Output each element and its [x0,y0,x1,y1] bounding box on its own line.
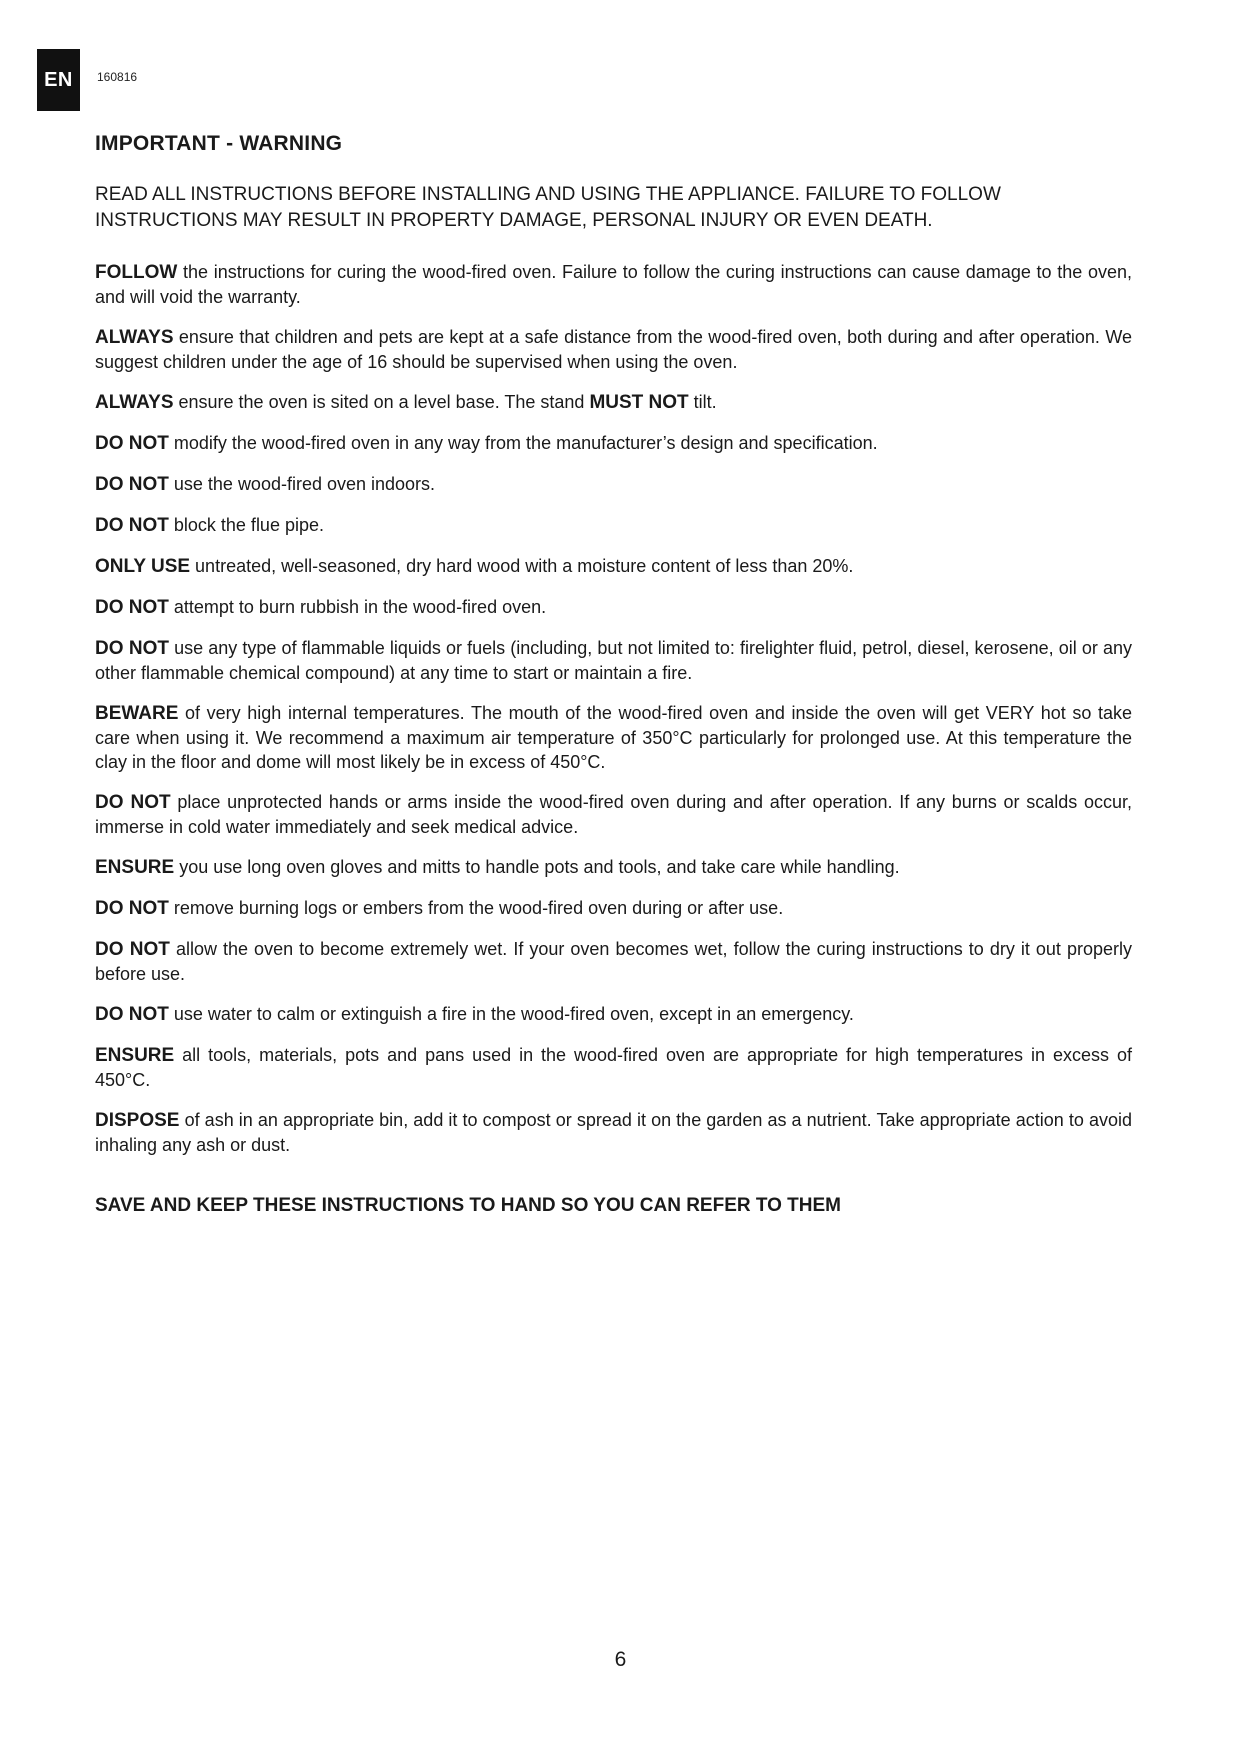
rule-text: untreated, well-seasoned, dry hard wood with a moisture content of less than 20%. [190,556,854,576]
rule-item [95,431,1132,456]
page-number: 6 [614,1648,627,1671]
rule-keyword: DISPOSE [95,1110,180,1131]
rule-keyword: DO NOT [95,433,169,454]
rule-text: block the flue pipe. [168,515,324,535]
rule-item [95,636,1132,685]
rule-item [95,896,1132,921]
rule-item [95,595,1132,620]
rule-keyword: DO NOT [95,597,169,618]
rule-keyword: ONLY USE [95,556,191,577]
rule-item [95,855,1132,880]
rule-item [95,701,1132,774]
rule-keyword-inline: MUST NOT [589,392,689,413]
rule-item [95,325,1132,374]
rule-text-tail: tilt. [688,392,717,412]
rule-text: use the wood-fired oven indoors. [168,474,436,494]
rule-text: you use long oven gloves and mitts to handle pots and tools, and take care while handling. [174,857,900,877]
rule-item [95,937,1132,986]
document-code: 160816 [97,70,138,84]
rule-text: modify the wood-fired oven in any way from the manufacturer’s design and specification. [168,433,878,453]
rule-item [95,472,1132,497]
rule-item [95,1108,1132,1157]
rule-text: attempt to burn rubbish in the wood-fired oven. [168,597,547,617]
rule-item [95,790,1132,839]
section-title: IMPORTANT - WARNING [95,132,343,155]
rule-keyword: ALWAYS [95,327,174,348]
rule-text: remove burning logs or embers from the wood-fired oven during or after use. [168,898,784,918]
intro-paragraph: READ ALL INSTRUCTIONS BEFORE INSTALLING AND USING THE APPLIANCE. FAILURE TO FOLLOW INSTRUCTIONS MAY RESULT IN PROPERTY DAMAGE, PERSONAL INJURY OR EVEN DEATH. [95,184,1001,231]
rule-text: all tools, materials, pots and pans used in the wood-fired oven are appropriate for high temperatures in excess of 450°C. [95,1045,1132,1090]
rule-item [95,390,1132,415]
rule-keyword: DO NOT [95,898,169,919]
rule-item [95,554,1132,579]
rule-item [95,513,1132,538]
rule-keyword: DO NOT [95,474,169,495]
rule-text: place unprotected hands or arms inside the wood-fired oven during and after operation. If any burns or scalds occur, immerse in cold water immediately and seek medical advice. [95,792,1132,837]
warning-section [95,132,1132,1217]
rule-keyword: ENSURE [95,857,175,878]
rule-item [95,1043,1132,1092]
rule-text: ensure that children and pets are kept at a safe distance from the wood-fired oven, both during and after operation. We suggest children under the age of 16 should be supervised when using the oven. [95,327,1132,372]
language-badge: EN [37,49,80,111]
rule-keyword: BEWARE [95,703,179,724]
rule-keyword: DO NOT [95,792,171,813]
closing-notice: SAVE AND KEEP THESE INSTRUCTIONS TO HAND SO YOU CAN REFER TO THEM [95,1195,842,1216]
rule-keyword: ENSURE [95,1045,175,1066]
rule-keyword: DO NOT [95,939,170,960]
rule-text: allow the oven to become extremely wet. If your oven becomes wet, follow the curing instructions to dry it out properly before use. [95,939,1132,984]
rule-text: ensure the oven is sited on a level base. The stand [173,392,590,412]
rule-keyword: DO NOT [95,1004,169,1025]
rule-item [95,260,1132,309]
rule-text: the instructions for curing the wood-fired oven. Failure to follow the curing instructions can cause damage to the oven, and will void the warranty. [95,262,1132,307]
rule-keyword: FOLLOW [95,262,178,283]
rule-text: use water to calm or extinguish a fire in the wood-fired oven, except in an emergency. [168,1004,854,1024]
rule-text: of very high internal temperatures. The mouth of the wood-fired oven and inside the oven will get VERY hot so take care when using it. We recommend a maximum air temperature of 350°C particularly for prolonged use. At this temperature the clay in the floor and dome will most likely be in excess of 450°C. [95,703,1132,772]
rule-keyword: DO NOT [95,638,170,659]
rule-keyword: DO NOT [95,515,169,536]
rule-item [95,1002,1132,1027]
rule-text: use any type of flammable liquids or fuels (including, but not limited to: firelighter fluid, petrol, diesel, kerosene, oil or any other flammable chemical compound) at any time to start or maintain a fire. [95,638,1133,683]
rule-text: of ash in an appropriate bin, add it to compost or spread it on the garden as a nutrient. Take appropriate action to avoid inhaling any ash or dust. [95,1110,1132,1155]
rule-keyword: ALWAYS [95,392,174,413]
